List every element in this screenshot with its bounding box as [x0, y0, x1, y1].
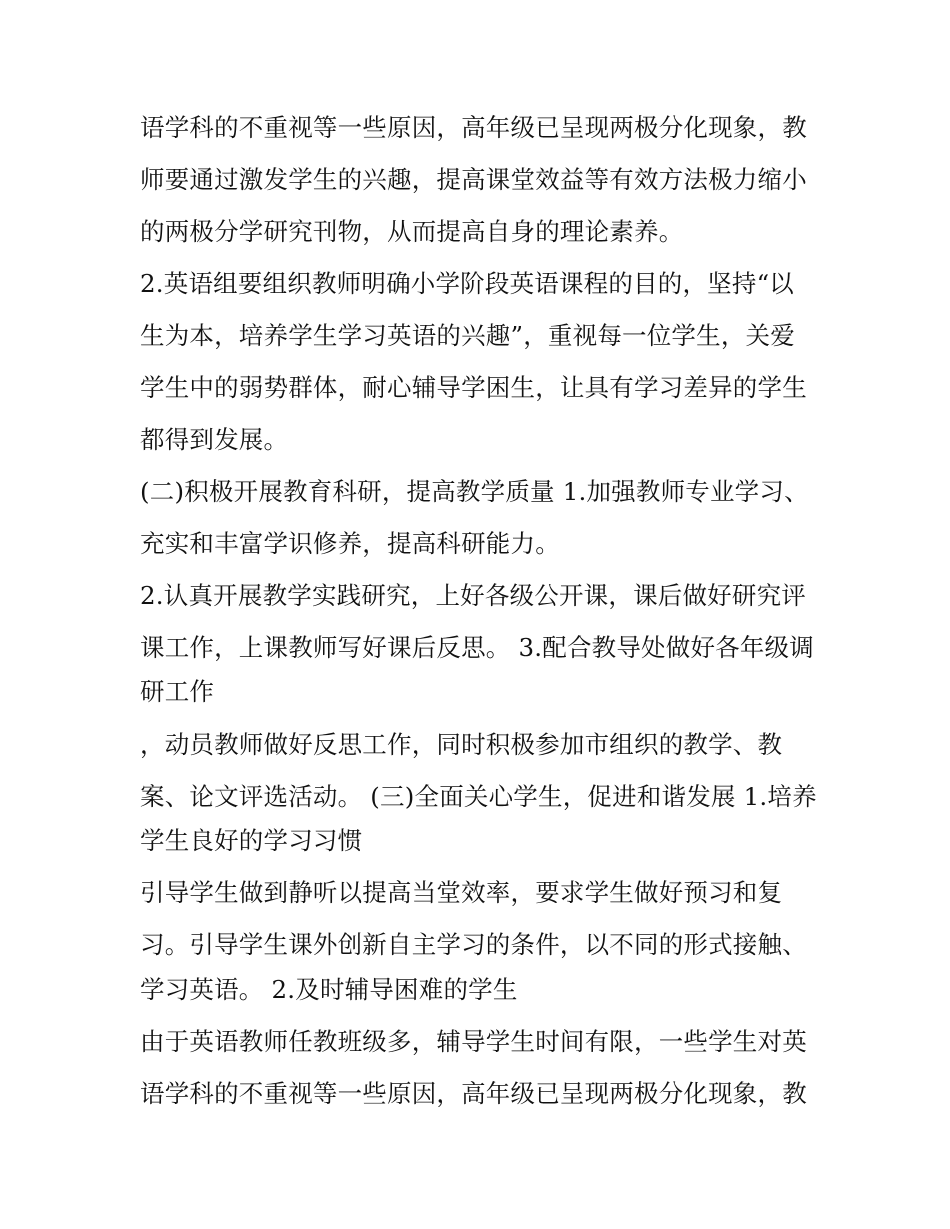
- text-line: 2.认真开展教学实践研究，上好各级公开课，课后做好研究评: [140, 581, 806, 610]
- text-line: 学生良好的学习习惯: [140, 826, 363, 855]
- text-line: 由于英语教师任教班级多，辅导学生时间有限，一些学生对英: [140, 1027, 807, 1056]
- text-line: 案、论文评选活动。 (三)全面关心学生，促进和谐发展 1.培养: [140, 782, 817, 811]
- text-line: 引导学生做到静听以提高当堂效率，要求学生做好预习和复: [140, 878, 783, 907]
- text-line: (二)积极开展教育科研，提高教学质量 1.加强教师专业学习、: [140, 477, 809, 506]
- text-line: 学生中的弱势群体，耐心辅导学困生，让具有学习差异的学生: [140, 373, 807, 402]
- text-line: 习。引导学生课外创新自主学习的条件，以不同的形式接触、: [140, 930, 807, 959]
- text-line: 的两极分学研究刊物，从而提高自身的理论素养。: [140, 217, 684, 246]
- text-line: 生为本，培养学生学习英语的兴趣”，重视每一位学生，关爱: [140, 321, 795, 350]
- text-line: 都得到发展。: [140, 425, 289, 454]
- text-line: 语学科的不重视等一些原因，高年级已呈现两极分化现象，教: [140, 1079, 807, 1108]
- text-line: 2.英语组要组织教师明确小学阶段英语课程的目的，坚持“以: [140, 269, 794, 298]
- text-line: 师要通过激发学生的兴趣，提高课堂效益等有效方法极力缩小: [140, 165, 807, 194]
- text-line: ，动员教师做好反思工作，同时积极参加市组织的教学、教: [140, 730, 783, 759]
- text-line: 充实和丰富学识修养，提高科研能力。: [140, 529, 560, 558]
- text-line: 学习英语。 2.及时辅导困难的学生: [140, 975, 518, 1004]
- text-line: 语学科的不重视等一些原因，高年级已呈现两极分化现象，教: [140, 113, 807, 142]
- text-line: 课工作，上课教师写好课后反思。 3.配合教导处做好各年级调: [140, 633, 814, 662]
- text-line: 研工作: [140, 677, 215, 706]
